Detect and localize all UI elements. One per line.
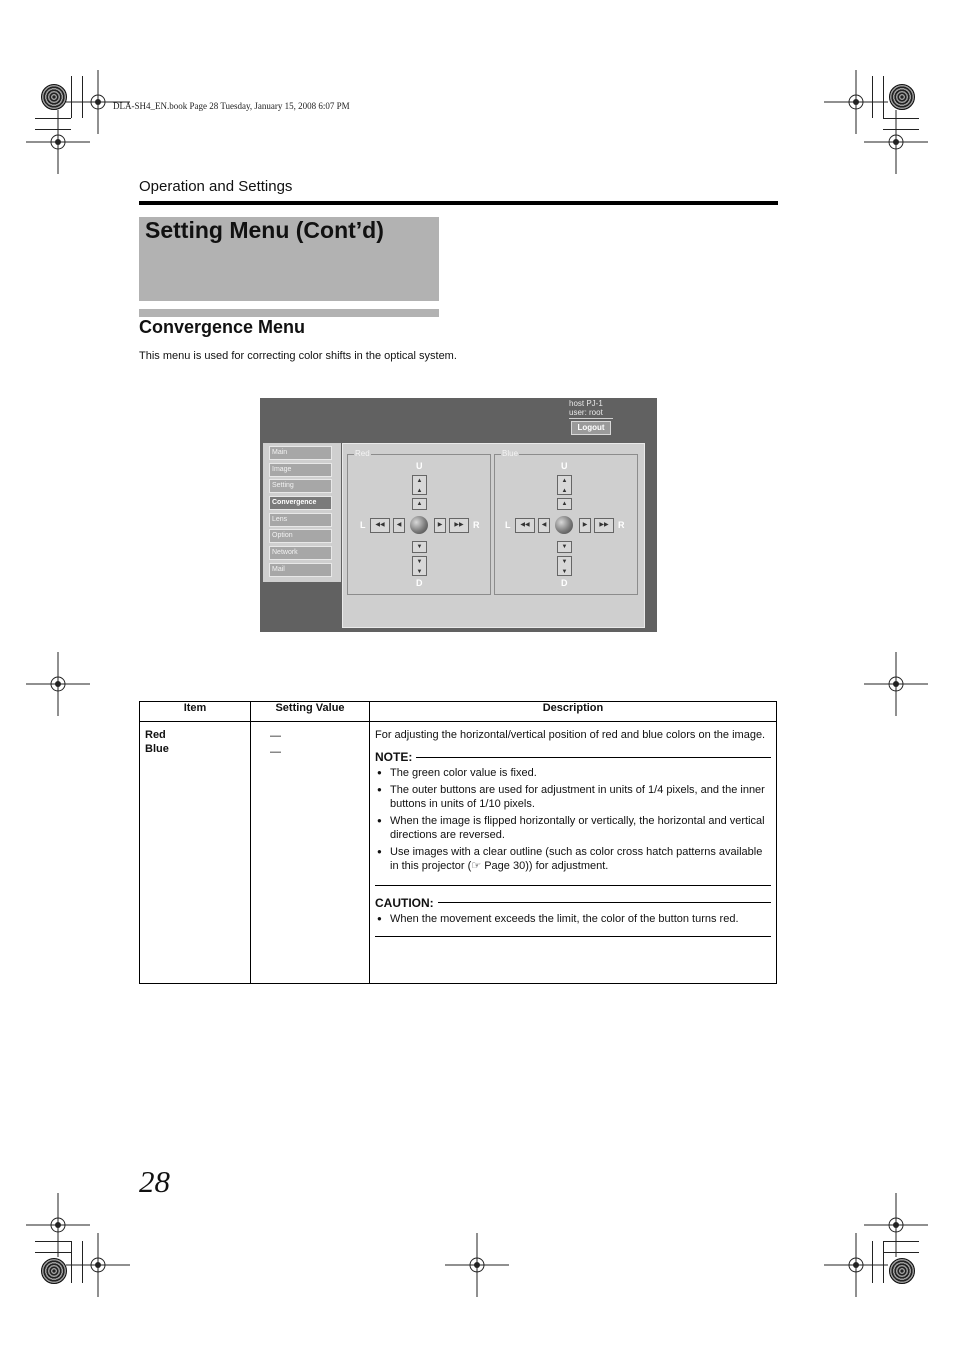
down-label: D xyxy=(416,578,423,588)
left-fast-button[interactable]: ◀◀ xyxy=(515,518,535,533)
title-underbar xyxy=(139,309,439,317)
crosshair-icon xyxy=(445,1233,509,1297)
red-group xyxy=(347,449,491,595)
left-label: L xyxy=(360,520,366,530)
nav-item-convergence[interactable]: Convergence xyxy=(269,496,332,510)
left-step-button[interactable]: ◀ xyxy=(393,518,405,533)
crosshair-icon xyxy=(864,110,928,174)
up-step-button[interactable]: ▲ xyxy=(557,498,572,510)
item-red: Red xyxy=(145,729,166,741)
registration-target-icon xyxy=(889,84,915,110)
convergence-panel xyxy=(342,443,645,628)
right-label: R xyxy=(618,520,625,530)
right-fast-button[interactable]: ▶▶ xyxy=(449,518,469,533)
note-heading xyxy=(375,750,771,764)
up-fast-button[interactable]: ▲ ▲ xyxy=(557,475,572,495)
note-item: ● The outer buttons are used for adjustment in units of 1/4 pixels, and the inner buttons in units of 1/10 pixels. xyxy=(375,783,771,812)
crosshair-icon xyxy=(26,652,90,716)
nav-item-network[interactable]: Network xyxy=(269,546,332,560)
convergence-menu-screenshot xyxy=(260,398,657,632)
nav-item-main[interactable]: Main xyxy=(269,446,332,460)
nav-item-setting[interactable]: Setting xyxy=(269,479,332,493)
description-text: For adjusting the horizontal/vertical position of red and blue colors on the image. xyxy=(375,729,766,741)
section-title: Operation and Settings xyxy=(139,178,293,195)
center-knob xyxy=(410,516,428,534)
center-knob xyxy=(555,516,573,534)
value-blue: — xyxy=(270,746,281,758)
crosshair-icon xyxy=(26,110,90,174)
intro-text: This menu is used for correcting color shifts in the optical system. xyxy=(139,350,457,362)
crosshair-icon xyxy=(824,1233,888,1297)
page-number: 28 xyxy=(139,1164,170,1199)
left-step-button[interactable]: ◀ xyxy=(538,518,550,533)
subsection-heading: Convergence Menu xyxy=(139,317,306,337)
logout-button[interactable]: Logout xyxy=(571,421,611,435)
table-row xyxy=(140,722,777,984)
left-label: L xyxy=(505,520,511,530)
column-header-item: Item xyxy=(140,702,251,722)
crosshair-icon xyxy=(864,652,928,716)
up-step-button[interactable]: ▲ xyxy=(412,498,427,510)
note-item: ● The green color value is fixed. xyxy=(375,766,771,781)
item-cell xyxy=(140,722,251,984)
note-item: ● Use images with a clear outline (such as color cross hatch patterns available in this projector (☞ Page 30)) for adjustment. xyxy=(375,845,771,874)
note-item: ● When the image is flipped horizontally or vertically, the horizontal and vertical directions are reversed. xyxy=(375,814,771,843)
caution-item: ● When the movement exceeds the limit, the color of the button turns red. xyxy=(375,912,771,927)
caution-heading xyxy=(375,896,771,910)
title-box xyxy=(139,217,439,301)
nav-item-option[interactable]: Option xyxy=(269,529,332,543)
registration-target-icon xyxy=(41,1258,67,1284)
down-step-button[interactable]: ▼ xyxy=(557,541,572,553)
host-label: host PJ-1 xyxy=(569,399,603,408)
settings-table xyxy=(139,701,777,984)
header-rule xyxy=(139,201,778,205)
nav-item-mail[interactable]: Mail xyxy=(269,563,332,577)
column-header-description: Description xyxy=(370,702,777,722)
left-fast-button[interactable]: ◀◀ xyxy=(370,518,390,533)
user-label: user: root xyxy=(569,408,603,417)
note-end-rule xyxy=(375,885,771,886)
right-step-button[interactable]: ▶ xyxy=(579,518,591,533)
crosshair-icon xyxy=(66,1233,130,1297)
page-title: Setting Menu (Cont’d) xyxy=(145,217,384,243)
nav-item-image[interactable]: Image xyxy=(269,463,332,477)
description-cell xyxy=(370,722,777,984)
value-red: — xyxy=(270,730,281,742)
down-label: D xyxy=(561,578,568,588)
table-header-row xyxy=(140,702,777,722)
item-blue: Blue xyxy=(145,743,169,755)
down-fast-button[interactable]: ▼ ▼ xyxy=(557,556,572,576)
registration-target-icon xyxy=(41,84,67,110)
red-group-label: Red xyxy=(355,449,370,458)
host-divider xyxy=(569,418,613,419)
down-fast-button[interactable]: ▼ ▼ xyxy=(412,556,427,576)
down-step-button[interactable]: ▼ xyxy=(412,541,427,553)
blue-group-label: Blue xyxy=(502,449,519,458)
right-step-button[interactable]: ▶ xyxy=(434,518,446,533)
nav-item-lens[interactable]: Lens xyxy=(269,513,332,527)
up-fast-button[interactable]: ▲ ▲ xyxy=(412,475,427,495)
up-label: U xyxy=(561,461,568,471)
setting-value-cell xyxy=(251,722,370,984)
host-info xyxy=(569,399,603,417)
caution-label: CAUTION: xyxy=(375,895,434,910)
up-label: U xyxy=(416,461,423,471)
nav-panel xyxy=(263,443,341,582)
note-label: NOTE: xyxy=(375,750,413,764)
print-info-line: DLA-SH4_EN.book Page 28 Tuesday, January 15, 2008 6:07 PM xyxy=(113,101,350,111)
right-label: R xyxy=(473,520,480,530)
caution-end-rule xyxy=(375,936,771,937)
column-header-setting-value: Setting Value xyxy=(251,702,370,722)
registration-target-icon xyxy=(889,1258,915,1284)
right-fast-button[interactable]: ▶▶ xyxy=(594,518,614,533)
blue-group xyxy=(494,449,638,595)
